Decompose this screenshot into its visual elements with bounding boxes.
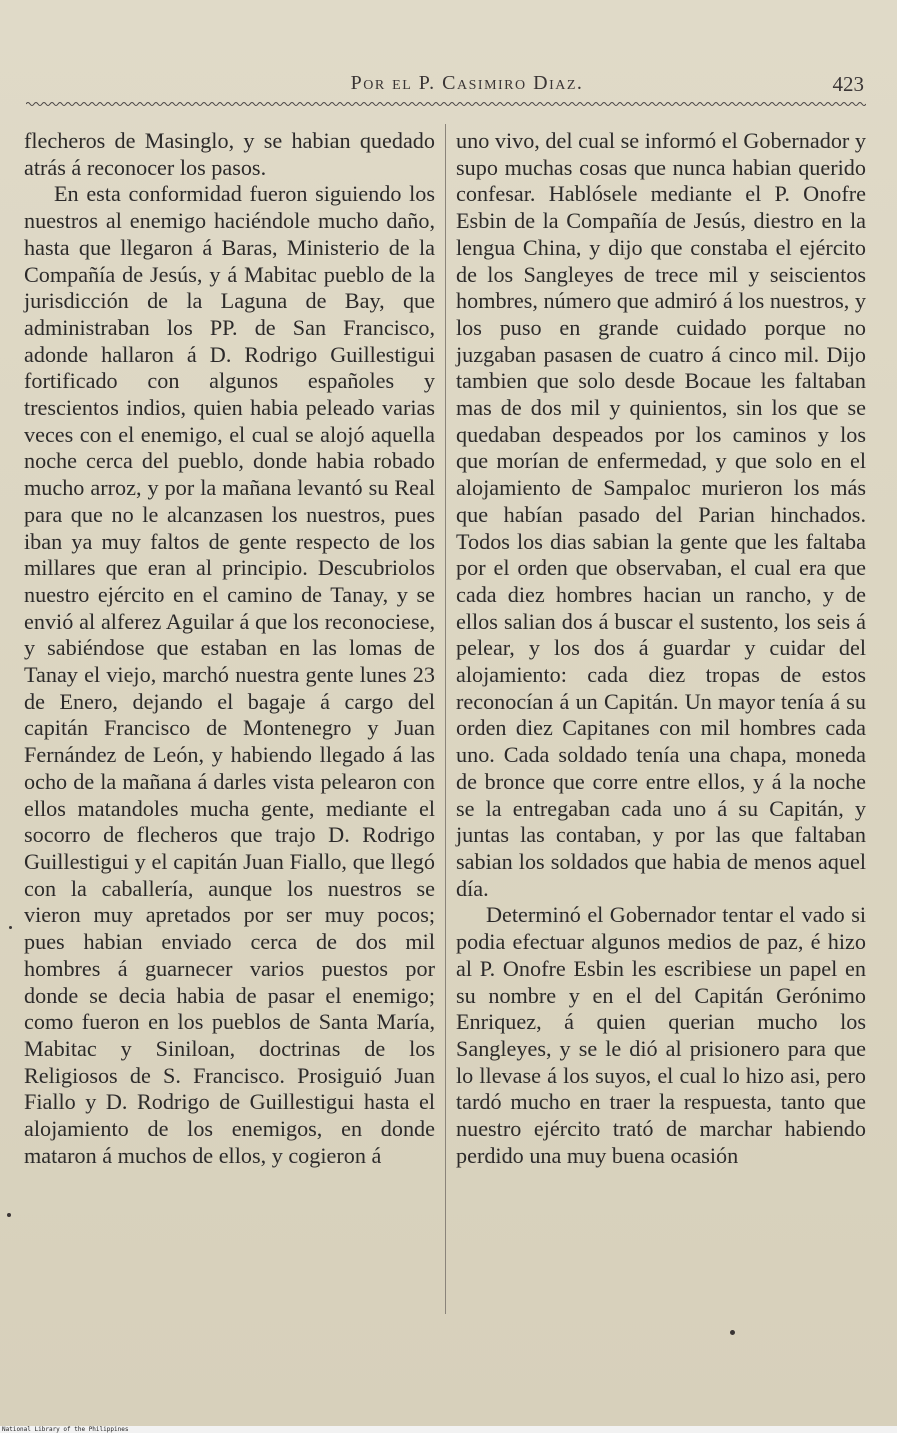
page-number: 423 <box>832 72 864 96</box>
paragraph: flecheros de Masinglo, y se habian quedado atrás á reconocer los pasos. <box>24 128 435 180</box>
ink-speck <box>9 926 12 929</box>
paragraph: En esta conformidad fueron siguiendo los nuestros al enemigo haciéndole mucho daño, hasta que llegaron á Baras, Ministerio de la Compañía de Jesús, y á Mabitac pueblo de la jurisdicción de la Laguna de Bay, que administraban los PP. de San Francisco, adonde hallaron á D. Rodrigo Guillestigui fortificado con algunos españoles y trescientos indios, quien habia peleado varias veces con el enemigo, el cual se alojó aquella noche cerca del pueblo, donde habia robado mucho arroz, y por la mañana levantó su Real para que no le alcanzasen los nuestros, pues iban ya muy faltos de gente respecto de los millares que eran al principio. Descubriolos nuestro ejército en el camino de Tanay, y se envió al alferez Aguilar á que los reconociese, y sabiéndose que estaban en las lomas de Tanay el viejo, marchó nuestra gente lunes 23 de Enero, dejando el bagaje á cargo del capitán Francisco de Montenegro y Juan Fernández de León, y habiendo llegado á las ocho de la mañana á darles vista pelearon con ellos matandoles mucha gente, mediante el socorro de flecheros que trajo D. Rodrigo Guillestigui y el capitán Juan Fiallo, que llegó con la caballería, aunque los nuestros se vieron muy apretados por ser muy pocos; pues habian enviado cerca de dos mil hombres á guarnecer varios puestos por donde se decia habia de pasar el enemigo; como fueron en los pueblos de Santa María, Mabitac y Siniloan, doctrinas de los Religiosos de S. Francisco. Prosiguió Juan Fiallo y D. Rodrigo de Guillestigui hasta el alojamiento de los enemigos, en donde mataron á muchos de ellos, y cogieron á <box>24 181 435 1168</box>
left-column <box>24 128 435 1169</box>
running-title: Por el P. Casimiro Diaz. <box>350 72 584 94</box>
footer-credit: National Library of the Philippines <box>2 1426 129 1433</box>
page-header <box>22 72 868 102</box>
column-divider <box>445 124 446 1314</box>
paragraph: uno vivo, del cual se informó el Gobernador y supo muchas cosas que nunca habian querido confesar. Hablósele mediante el P. Onofre Esbin de la Compañía de Jesús, diestro en la lengua China, y dijo que constaba el ejército de los Sangleyes de trece mil y seiscientos hombres, número que admiró á los nuestros, y los puso en grande cuidado porque no juzgaban pasasen de cuatro á cinco mil. Dijo tambien que solo desde Bocaue les faltaban mas de dos mil y quinientos, sin los que se quedaban despeados por los caminos y los que morían de enfermedad, y que solo en el alojamiento de Sampaloc murieron los más que habían pasado del Parian hinchados. Todos los dias sabian la gente que les faltaba por el orden que observaban, el cual era que cada diez hombres hacian un rancho, y de ellos salian dos á buscar el sustento, los seis á pelear, y los dos á guardar y cuidar del alojamiento: cada diez tropas de estos reconocían á un Capitán. Un mayor tenía á su orden diez Capitanes con mil hombres cada uno. Cada soldado tenía una chapa, moneda de bronce que corre entre ellos, y á la noche se la entregaban cada uno á su Capitán, y juntas las contaban, y por las que faltaban sabian los soldados que habia de menos aquel día. <box>456 128 866 901</box>
header-wavy-rule <box>26 101 866 107</box>
footer-band <box>0 1426 897 1433</box>
ink-speck <box>730 1330 735 1335</box>
right-column <box>456 128 866 1169</box>
paragraph: Determinó el Gobernador tentar el vado si podia efectuar algunos medios de paz, é hizo al P. Onofre Esbin les escribiese un papel en su nombre y en el del Capitán Gerónimo Enriquez, á quien querian mucho los Sangleyes, y se le dió al prisionero para que lo llevase á los suyos, el cual lo hizo asi, pero tardó mucho en traer la respuesta, tanto que nuestro ejército trató de marchar habiendo perdido una muy buena ocasión <box>456 902 866 1168</box>
ink-speck <box>7 1213 11 1217</box>
